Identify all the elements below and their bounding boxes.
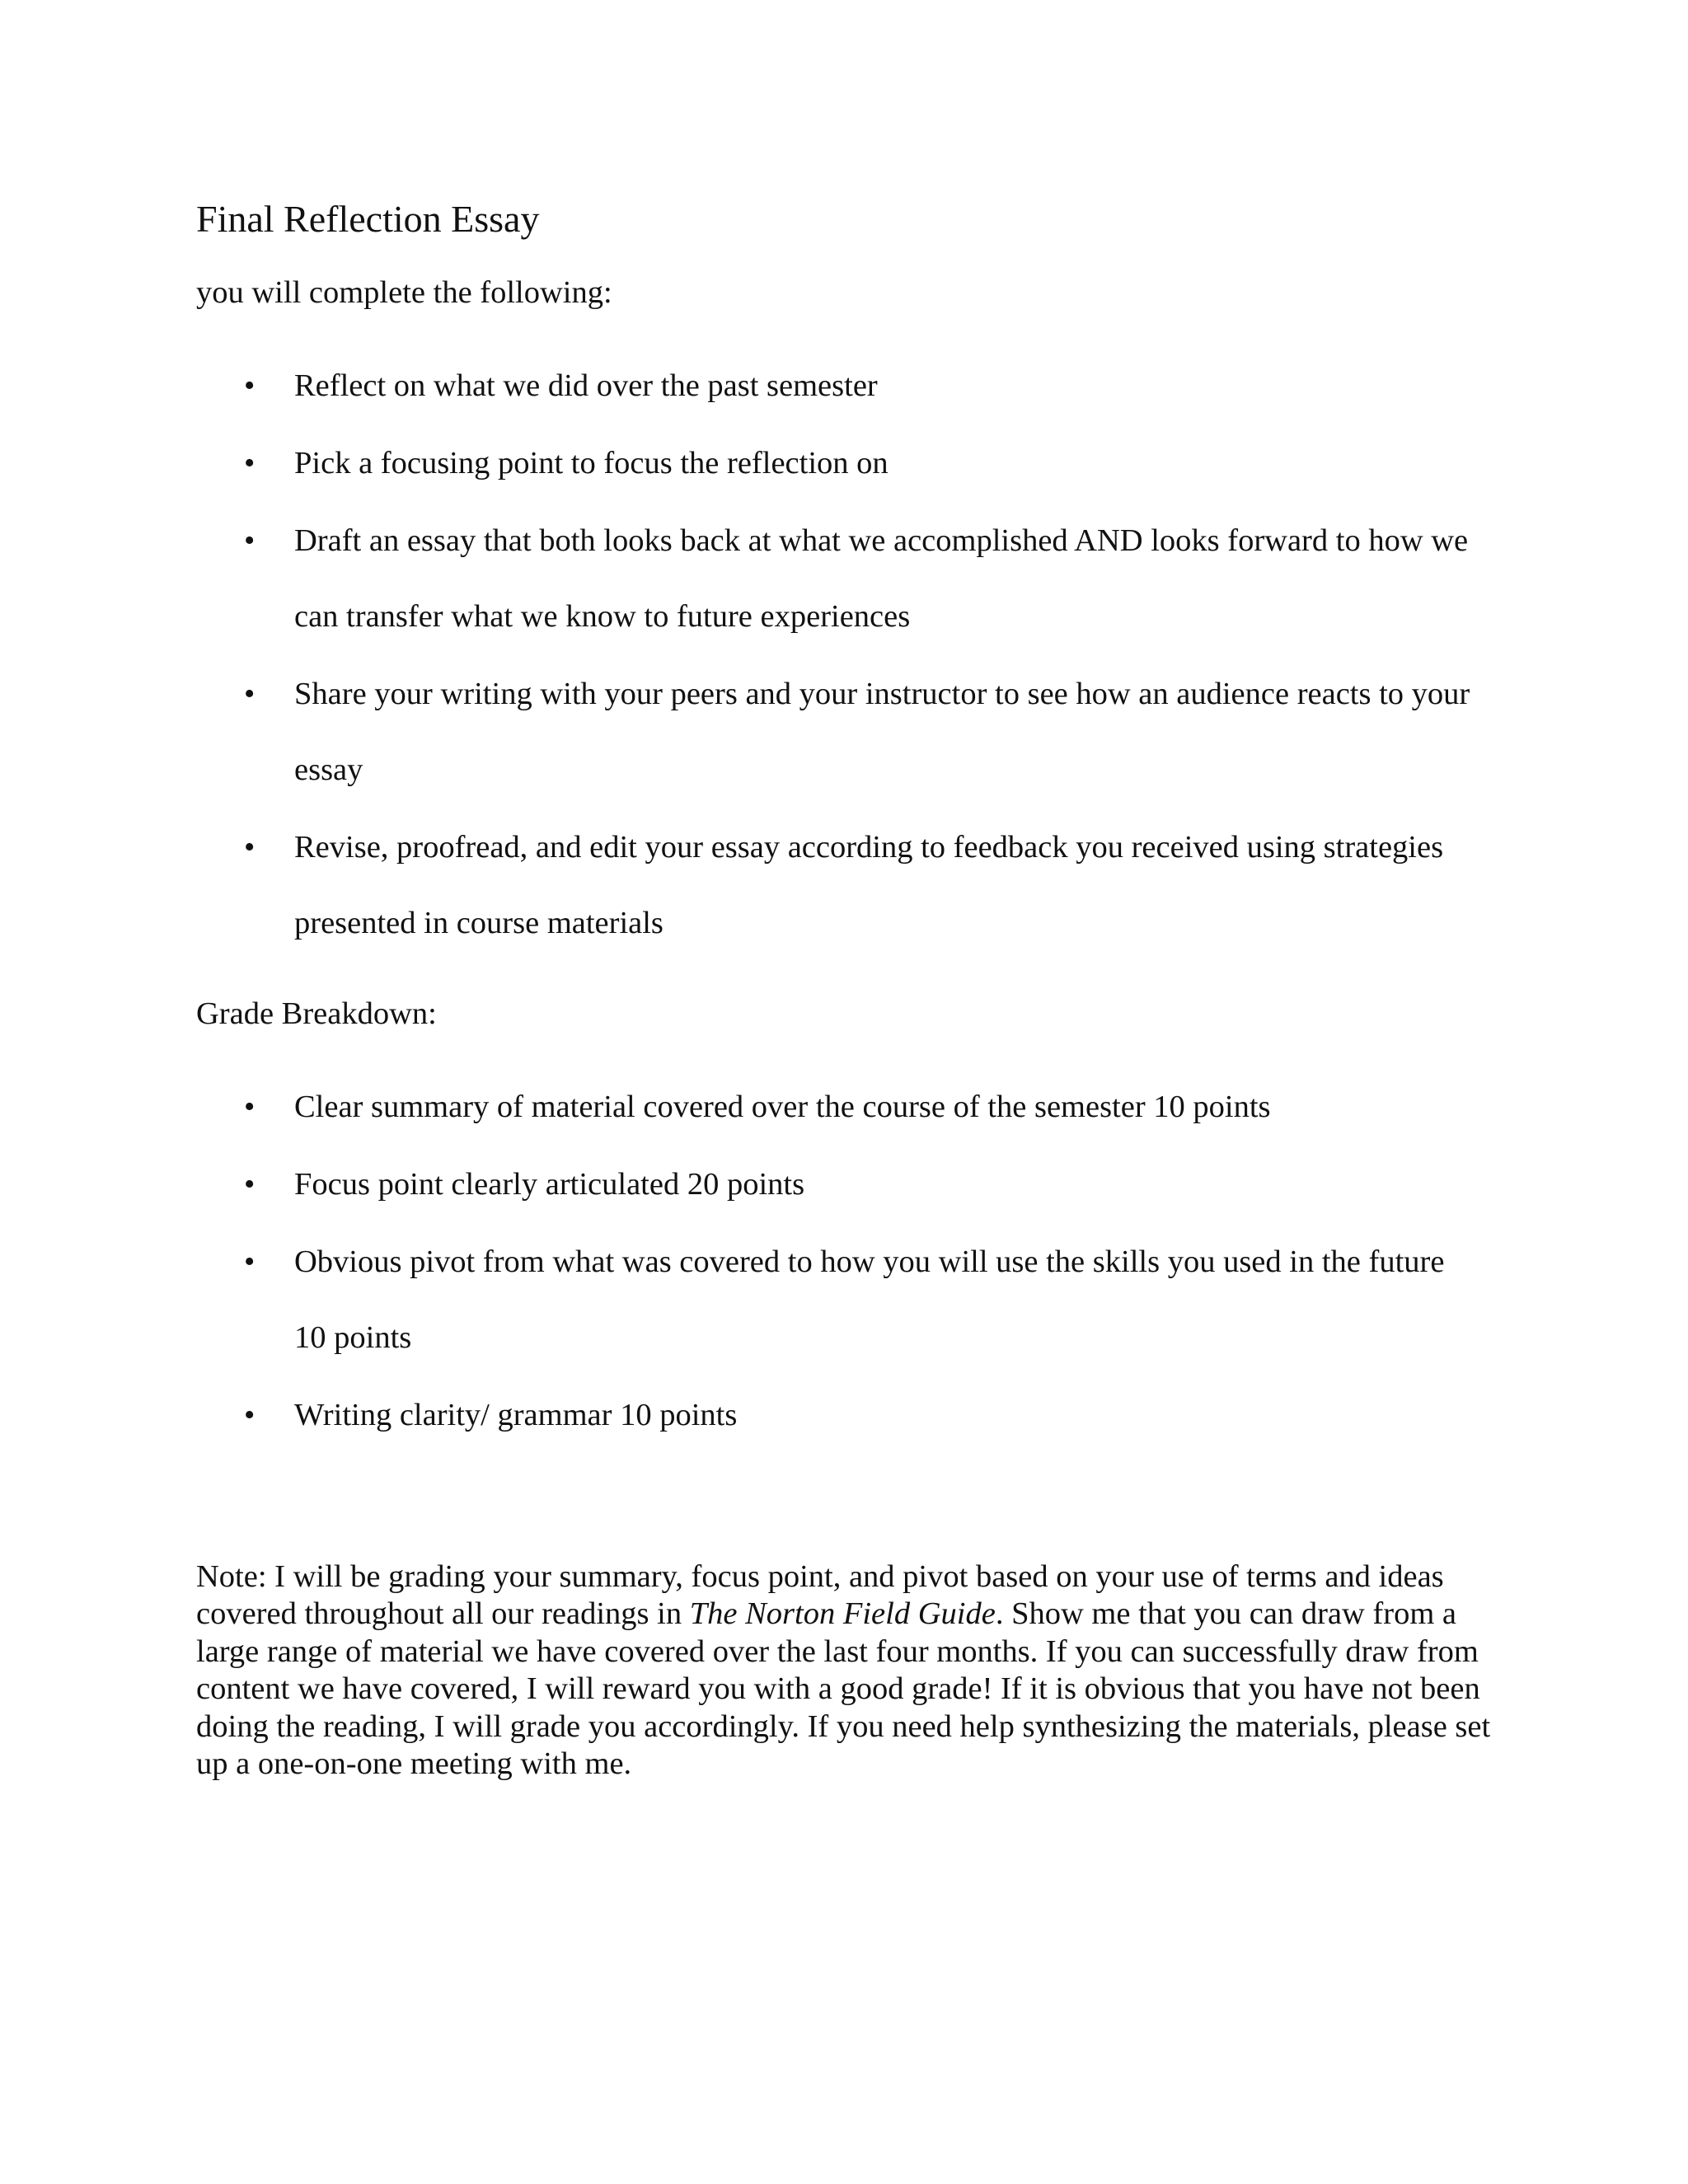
- grade-item: [196, 1146, 1482, 1222]
- grade-breakdown-heading: Grade Breakdown:: [196, 996, 437, 1031]
- task-item: [196, 503, 1482, 654]
- bullet-icon: •: [244, 830, 256, 865]
- grade-item: [196, 1069, 1482, 1145]
- bullet-icon: •: [244, 446, 256, 480]
- bullet-icon: •: [244, 677, 256, 711]
- bullet-icon: •: [244, 368, 256, 403]
- bullet-icon: •: [244, 1167, 256, 1202]
- bullet-icon: •: [244, 523, 256, 558]
- task-text: Reflect on what we did over the past semester: [294, 368, 878, 403]
- grade-text: Clear summary of material covered over the course of the semester 10 points: [294, 1090, 1271, 1124]
- grade-text: Writing clarity/ grammar 10 points: [294, 1398, 738, 1432]
- task-item: [196, 656, 1482, 808]
- task-list: [196, 348, 1482, 963]
- note-text-after: . Show me that you can draw from a large range of material we have covered over the last four months. If you can successfully draw from content we have covered, I will reward you with a good grade! If it is obvious that you have not been doing the reading, I will grade you accordingly. If you need help synthesizing the materials, please set up a one-on-one meeting with me.: [196, 1596, 1491, 1781]
- task-text: Revise, proofread, and edit your essay according to feedback you received using strategies presented in course materials: [294, 830, 1444, 940]
- grade-item: [196, 1224, 1482, 1376]
- intro-text: you will complete the following:: [196, 275, 612, 310]
- note-text-before: Note: I will be grading your summary, focus point, and pivot based on your use of terms and ideas covered throughout all our readings in: [196, 1558, 1444, 1631]
- bullet-icon: •: [244, 1398, 256, 1432]
- note-paragraph: [196, 1558, 1498, 1783]
- bullet-icon: •: [244, 1090, 256, 1124]
- task-text: Pick a focusing point to focus the reflection on: [294, 446, 889, 480]
- document-title: Final Reflection Essay: [196, 198, 540, 240]
- task-text: Draft an essay that both looks back at what we accomplished AND looks forward to how we can transfer what we know to future experiences: [294, 523, 1469, 634]
- task-item: [196, 425, 1482, 501]
- bullet-icon: •: [244, 1244, 256, 1279]
- task-text: Share your writing with your peers and your instructor to see how an audience reacts to your essay: [294, 677, 1470, 787]
- book-title: The Norton Field Guide: [689, 1596, 996, 1631]
- grade-text: Focus point clearly articulated 20 points: [294, 1167, 805, 1202]
- task-item: [196, 348, 1482, 424]
- grade-item: [196, 1377, 1482, 1453]
- grade-text: Obvious pivot from what was covered to how you will use the skills you used in the future 10 points: [294, 1244, 1445, 1355]
- grade-list: [196, 1069, 1482, 1455]
- task-item: [196, 809, 1482, 961]
